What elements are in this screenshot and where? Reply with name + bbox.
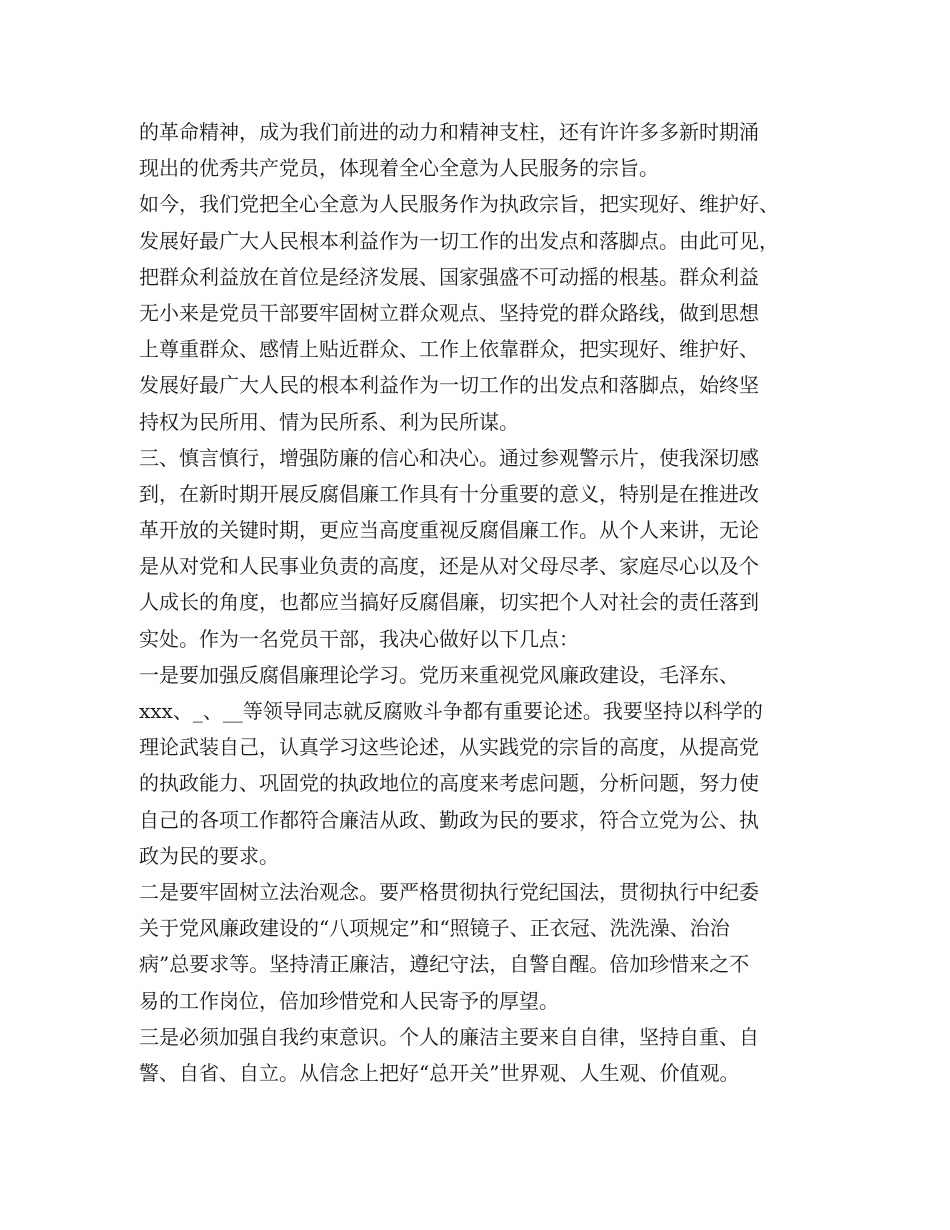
text-line: 人成长的角度，也都应当搞好反腐倡廉，切实把个人对社会的责任落到 <box>139 590 759 615</box>
text-line: 二是要牢固树立法治观念。要严格贯彻执行党纪国法，贯彻执行中纪委 <box>139 879 759 904</box>
text-line: 现出的优秀共产党员，体现着全心全意为人民服务的宗旨。 <box>139 156 659 181</box>
text-line: 理论武装自己，认真学习这些论述，从实践党的宗旨的高度，从提高党 <box>139 735 759 760</box>
text-line: 的执政能力、巩固党的执政地位的高度来考虑问题，分析问题，努力使 <box>139 771 759 796</box>
text-line: 关于党风廉政建设的“八项规定”和“照镜子、正衣冠、洗洗澡、治治 <box>139 916 730 941</box>
text-line: 实处。作为一名党员干部，我决心做好以下几点： <box>139 626 579 651</box>
text-line: 是从对党和人民事业负责的高度，还是从对父母尽孝、家庭尽心以及个 <box>139 554 759 579</box>
text-line: 发展好最广大人民的根本利益作为一切工作的出发点和落脚点，始终坚 <box>139 373 759 398</box>
document-body <box>139 114 829 1091</box>
text-line: 易的工作岗位，倍加珍惜党和人民寄予的厚望。 <box>139 988 559 1013</box>
text-line: 持权为民所用、情为民所系、利为民所谋。 <box>139 409 519 434</box>
text-line: 三是必须加强自我约束意识。个人的廉洁主要来自自律，坚持自重、自 <box>139 1024 759 1049</box>
text-line: 自己的各项工作都符合廉洁从政、勤政为民的要求，符合立党为公、执 <box>139 807 759 832</box>
text-line: 政为民的要求。 <box>139 843 279 868</box>
text-line: 一是要加强反腐倡廉理论学习。党历来重视党风廉政建设，毛泽东、 <box>139 662 739 687</box>
text-line: 把群众利益放在首位是经济发展、国家强盛不可动摇的根基。群众利益 <box>139 264 759 289</box>
text-line: 无小来是党员干部要牢固树立群众观点、坚持党的群众路线，做到思想 <box>139 300 759 325</box>
text-line: 病”总要求等。坚持清正廉洁，遵纪守法，自警自醒。倍加珍惜来之不 <box>139 952 750 977</box>
text-line: 上尊重群众、感情上贴近群众、工作上依靠群众，把实现好、维护好、 <box>139 337 759 362</box>
text-line: 到，在新时期开展反腐倡廉工作具有十分重要的意义，特别是在推进改 <box>139 481 759 506</box>
text-line: 革开放的关键时期，更应当高度重视反腐倡廉工作。从个人来讲，无论 <box>139 518 759 543</box>
text-line: 的革命精神，成为我们前进的动力和精神支柱，还有许许多多新时期涌 <box>139 120 759 144</box>
text-line: 警、自省、自立。从信念上把好“总开关”世界观、人生观、价值观。 <box>139 1060 740 1085</box>
text-line: 如今，我们党把全心全意为人民服务作为执政宗旨，把实现好、维护好、 <box>139 192 779 217</box>
text-line: xxx、_、__等领导同志就反腐败斗争都有重要论述。我要坚持以科学的 <box>139 699 763 723</box>
text-line: 三、慎言慎行，增强防廉的信心和决心。通过参观警示片，使我深切感 <box>139 445 759 470</box>
text-line: 发展好最广大人民根本利益作为一切工作的出发点和落脚点。由此可见， <box>139 228 779 253</box>
